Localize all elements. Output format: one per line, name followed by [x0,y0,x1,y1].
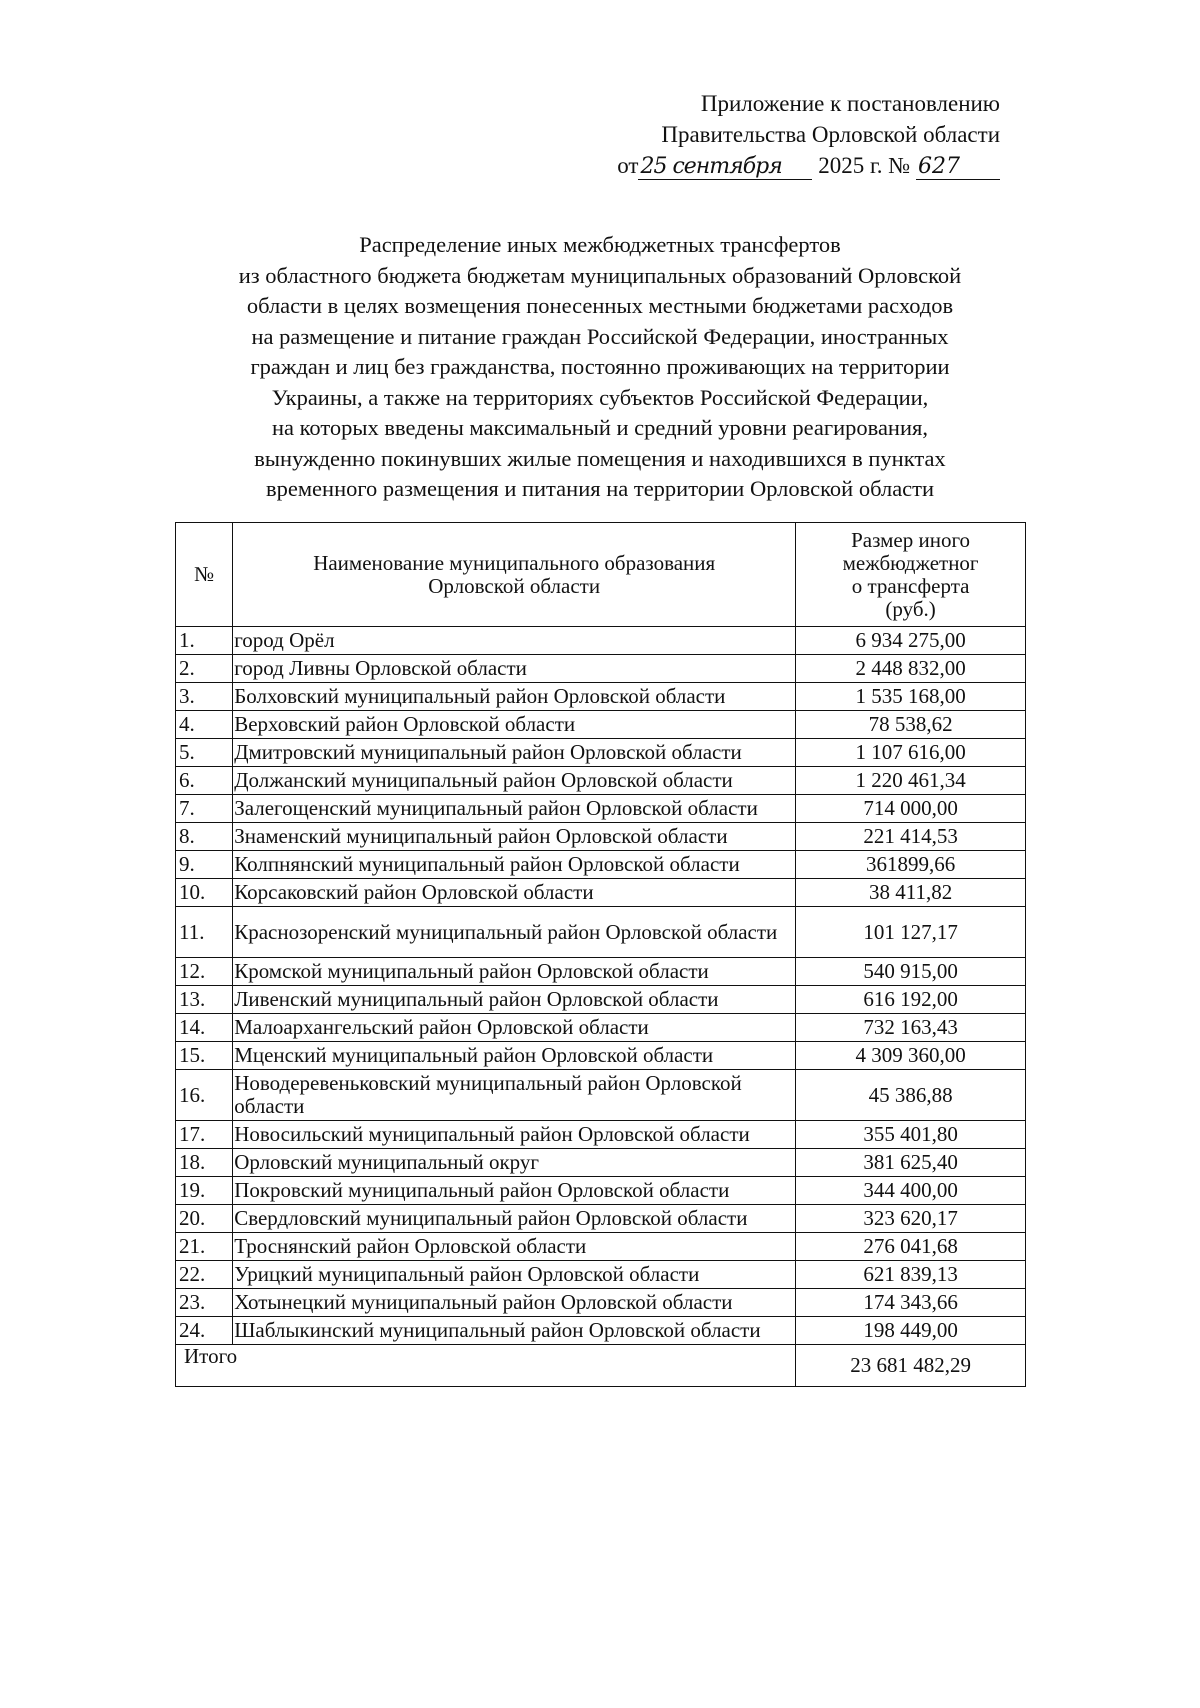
row-number: 13. [176,986,233,1014]
row-municipality: Знаменский муниципальный район Орловской области [233,823,796,851]
title-line: Распределение иных межбюджетных трансфертов [359,232,841,257]
row-amount: 344 400,00 [796,1177,1026,1205]
table-row [176,1149,1026,1177]
title-line: области в целях возмещения понесенных местными бюджетами расходов [246,293,954,318]
row-number: 2. [176,655,233,683]
approval-line-2: Правительства Орловской области [661,122,1000,147]
row-municipality: Покровский муниципальный район Орловской области [233,1177,796,1205]
row-number: 21. [176,1233,233,1261]
row-municipality: город Ливны Орловской области [233,655,796,683]
header-num: № [176,523,233,627]
row-number: 15. [176,1042,233,1070]
row-amount: 540 915,00 [796,958,1026,986]
title-line: вынужденно покинувших жилые помещения и находившихся в пунктах [254,445,946,471]
row-amount: 732 163,43 [796,1014,1026,1042]
row-municipality: Краснозоренский муниципальный район Орловской области [233,907,796,958]
document-title [140,230,1060,505]
table-row [176,1070,1026,1121]
table-row [176,986,1026,1014]
header-amount-line: о трансферта [851,573,970,598]
row-amount: 38 411,82 [796,879,1026,907]
row-municipality: Должанский муниципальный район Орловской области [233,767,796,795]
row-number: 19. [176,1177,233,1205]
table-row [176,879,1026,907]
row-number: 22. [176,1261,233,1289]
row-municipality: Ливенский муниципальный район Орловской области [233,986,796,1014]
row-number: 4. [176,711,233,739]
title-line: на размещение и питание граждан Российской Федерации, иностранных [251,323,949,349]
row-number: 8. [176,823,233,851]
approval-header [580,88,1000,181]
table-row [176,1261,1026,1289]
row-number: 9. [176,851,233,879]
table-row [176,1317,1026,1345]
table-row [176,1233,1026,1261]
row-number: 7. [176,795,233,823]
row-amount: 1 107 616,00 [796,739,1026,767]
row-amount: 198 449,00 [796,1317,1026,1345]
total-row [176,1345,1026,1387]
row-municipality: Свердловский муниципальный район Орловской области [233,1205,796,1233]
header-amount-line: межбюджетног [842,550,979,575]
row-municipality: Урицкий муниципальный район Орловской области [233,1261,796,1289]
row-municipality: Болховский муниципальный район Орловской области [233,683,796,711]
table-row [176,627,1026,655]
table-row [176,739,1026,767]
row-amount: 45 386,88 [796,1070,1026,1121]
table-row [176,958,1026,986]
table-row [176,767,1026,795]
approval-line-1: Приложение к постановлению [700,91,1000,116]
row-municipality: Залегощенский муниципальный район Орловской области [233,795,796,823]
row-number: 14. [176,1014,233,1042]
handwritten-date: 25 сентября [638,155,812,180]
row-municipality: город Орёл [233,627,796,655]
row-municipality: Хотынецкий муниципальный район Орловской области [233,1289,796,1317]
row-amount: 174 343,66 [796,1289,1026,1317]
row-amount: 355 401,80 [796,1121,1026,1149]
table-row [176,711,1026,739]
row-number: 1. [176,627,233,655]
table-row [176,1014,1026,1042]
date-prefix: от [617,153,639,178]
table-row [176,823,1026,851]
row-amount: 221 414,53 [796,823,1026,851]
row-municipality: Верховский район Орловской области [233,711,796,739]
row-municipality: Мценский муниципальный район Орловской области [233,1042,796,1070]
row-number: 18. [176,1149,233,1177]
row-number: 5. [176,739,233,767]
row-number: 3. [176,683,233,711]
title-line: временного размещения и питания на территории Орловской области [265,476,935,501]
table-row [176,1042,1026,1070]
total-amount: 23 681 482,29 [796,1345,1026,1387]
header-amount [796,523,1026,627]
row-municipality: Троснянский район Орловской области [233,1233,796,1261]
row-amount: 276 041,68 [796,1233,1026,1261]
title-line: из областного бюджета бюджетам муниципальных образований Орловской [238,262,962,288]
row-amount: 616 192,00 [796,986,1026,1014]
row-municipality: Кромской муниципальный район Орловской области [233,958,796,986]
table-row [176,683,1026,711]
row-number: 20. [176,1205,233,1233]
row-number: 10. [176,879,233,907]
row-municipality: Новосильский муниципальный район Орловской области [233,1121,796,1149]
row-amount: 323 620,17 [796,1205,1026,1233]
row-amount: 621 839,13 [796,1261,1026,1289]
title-line: на которых введены максимальный и средний уровни реагирования, [271,415,928,440]
row-number: 6. [176,767,233,795]
row-municipality: Орловский муниципальный округ [233,1149,796,1177]
row-number: 12. [176,958,233,986]
row-municipality: Новодеревеньковский муниципальный район Орловской области [233,1070,796,1121]
header-name [233,523,796,627]
total-label: Итого [176,1345,796,1387]
title-line: Украины, а также на территориях субъектов Российской Федерации, [271,384,929,410]
table-row [176,655,1026,683]
row-municipality: Малоархангельский район Орловской области [233,1014,796,1042]
approval-line-3 [580,150,1000,181]
row-number: 17. [176,1121,233,1149]
row-municipality: Колпнянский муниципальный район Орловской области [233,851,796,879]
table-row [176,1289,1026,1317]
header-amount-line: Размер иного [851,527,971,552]
table-row [176,907,1026,958]
header-amount-line: (руб.) [885,596,936,621]
row-amount: 1 220 461,34 [796,767,1026,795]
row-number: 23. [176,1289,233,1317]
row-amount: 2 448 832,00 [796,655,1026,683]
table-row [176,1121,1026,1149]
table-row [176,795,1026,823]
table-row [176,1205,1026,1233]
header-name-line: Орловской области [428,573,601,598]
row-amount: 381 625,40 [796,1149,1026,1177]
row-amount: 4 309 360,00 [796,1042,1026,1070]
row-number: 16. [176,1070,233,1121]
row-amount: 714 000,00 [796,795,1026,823]
row-amount: 6 934 275,00 [796,627,1026,655]
table-row [176,851,1026,879]
row-municipality: Дмитровский муниципальный район Орловской области [233,739,796,767]
row-number: 11. [176,907,233,958]
row-amount: 78 538,62 [796,711,1026,739]
row-municipality: Корсаковский район Орловской области [233,879,796,907]
handwritten-number: 627 [916,155,1000,180]
title-line: граждан и лиц без гражданства, постоянно проживающих на территории [250,354,950,379]
row-amount: 101 127,17 [796,907,1026,958]
year-label: 2025 г. № [818,153,911,178]
row-number: 24. [176,1317,233,1345]
transfers-table [175,522,1026,1387]
row-amount: 1 535 168,00 [796,683,1026,711]
table-header-row [176,523,1026,627]
row-municipality: Шаблыкинский муниципальный район Орловской области [233,1317,796,1345]
row-amount: 361899,66 [796,851,1026,879]
table-row [176,1177,1026,1205]
header-name-line: Наименование муниципального образования [313,550,716,575]
